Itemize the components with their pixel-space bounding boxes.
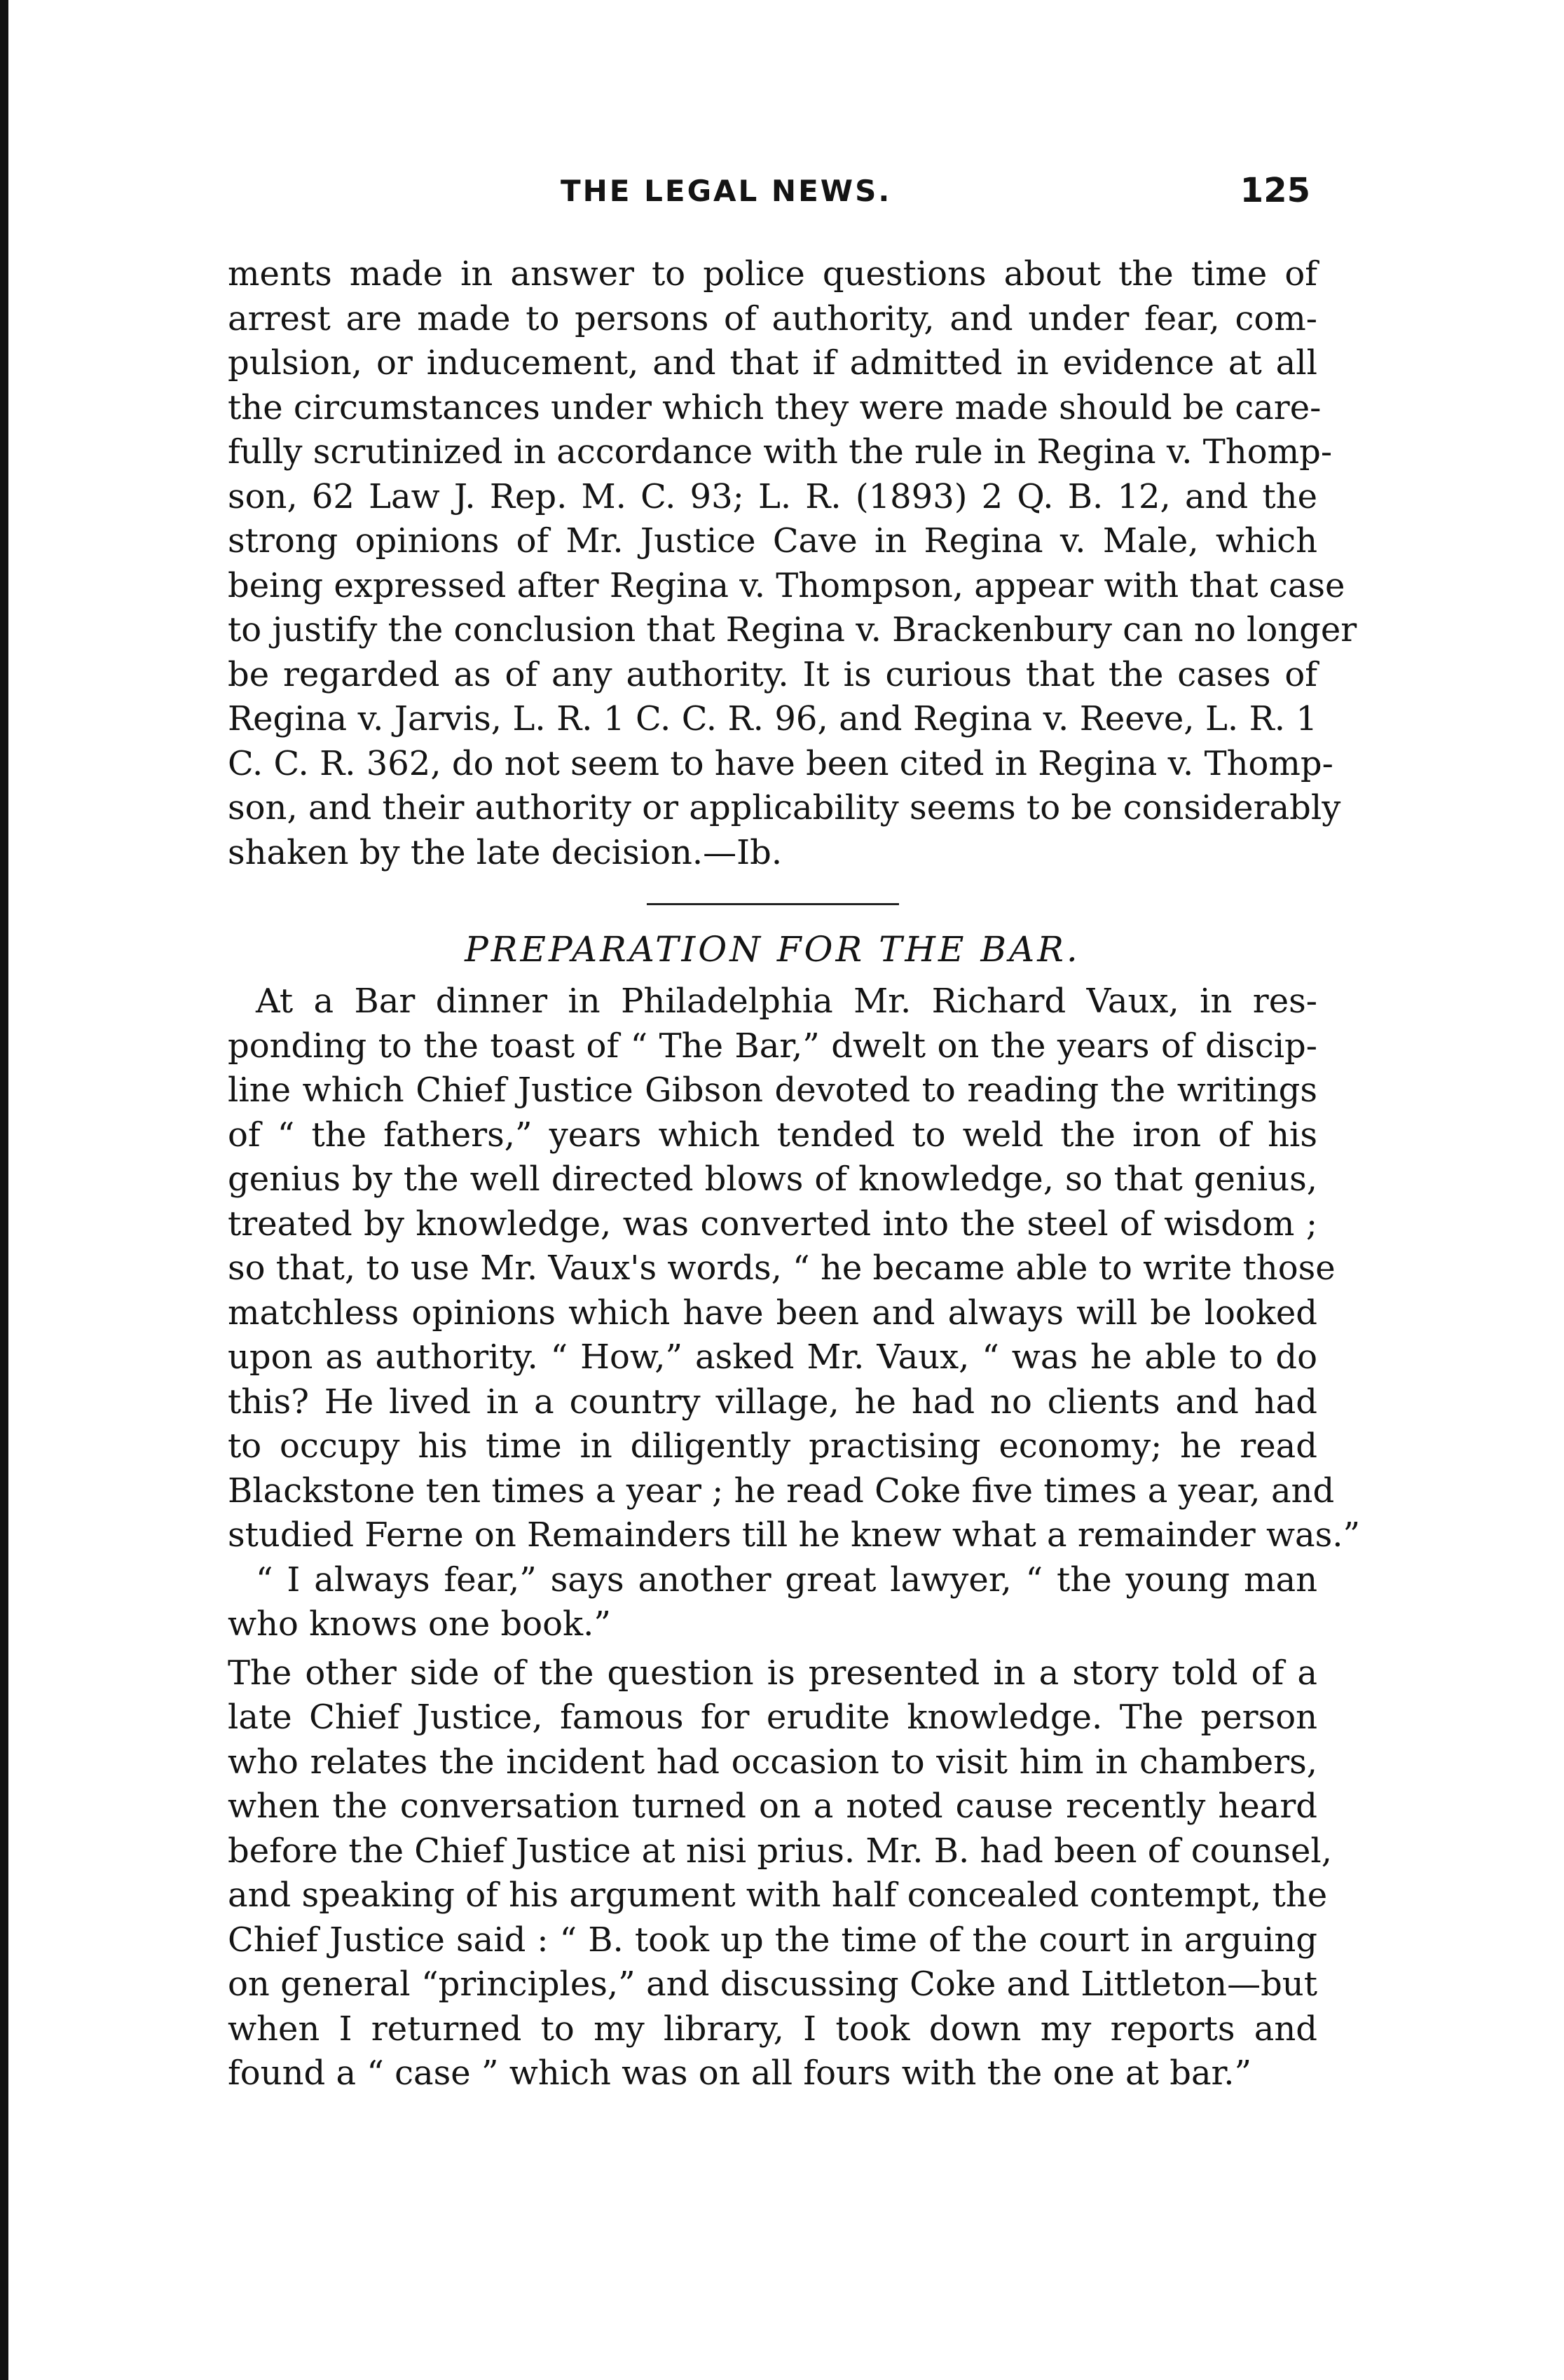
text-line: treated by knowledge, was converted into the steel of wisdom ; xyxy=(228,1204,1317,1244)
text-line: upon as authority. “ How,” asked Mr. Vaux, “ was he able to do xyxy=(228,1337,1317,1377)
text-line: and speaking of his argument with half concealed contempt, the xyxy=(228,1876,1328,1915)
text-line: Regina v. Jarvis, L. R. 1 C. C. R. 96, and Regina v. Reeve, L. R. 1 xyxy=(228,699,1317,738)
text-line: be regarded as of any authority. It is curious that the cases of xyxy=(228,654,1317,694)
page-edge-border xyxy=(0,0,8,2380)
text-line: ments made in answer to police questions about the time of xyxy=(228,254,1317,294)
text-line: arrest are made to persons of authority, and under fear, com- xyxy=(228,298,1317,338)
text-line: who knows one book.” xyxy=(228,1604,611,1644)
text-line: late Chief Justice, famous for erudite knowledge. The person xyxy=(228,1698,1317,1737)
text-line: being expressed after Regina v. Thompson, appear with that case xyxy=(228,565,1345,605)
text-column xyxy=(228,252,1361,2096)
text-line: genius by the well directed blows of knowledge, so that genius, xyxy=(228,1160,1317,1199)
section-title: PREPARATION FOR THE BAR. xyxy=(465,929,1081,970)
text-line: before the Chief Justice at nisi prius. Mr. B. had been of counsel, xyxy=(228,1831,1332,1871)
text-line: ponding to the toast of “ The Bar,” dwelt on the years of discip- xyxy=(228,1026,1317,1066)
text-line: shaken by the late decision.—Ib. xyxy=(228,832,783,872)
text-line: C. C. R. 362, do not seem to have been cited in Regina v. Thomp- xyxy=(228,743,1333,783)
text-line: line which Chief Justice Gibson devoted to reading the writings xyxy=(228,1071,1317,1110)
text-line: Chief Justice said : “ B. took up the time of the court in arguing xyxy=(228,1920,1317,1960)
section-divider xyxy=(647,903,899,905)
text-line: to justify the conclusion that Regina v. Brackenbury can no longer xyxy=(228,610,1357,649)
page-header xyxy=(238,171,1310,223)
text-line: Blackstone ten times a year ; he read Coke five times a year, and xyxy=(228,1471,1335,1511)
text-line: to occupy his time in diligently practising economy; he read xyxy=(228,1426,1317,1466)
text-line: found a “ case ” which was on all fours with the one at bar.” xyxy=(228,2054,1252,2093)
text-line: who relates the incident had occasion to visit him in chambers, xyxy=(228,1742,1317,1782)
text-line: The other side of the question is presented in a story told of a xyxy=(228,1653,1317,1693)
text-line: when the conversation turned on a noted cause recently heard xyxy=(228,1787,1317,1826)
running-head: THE LEGAL NEWS. xyxy=(561,174,892,208)
text-line: son, and their authority or applicability seems to be considerably xyxy=(228,788,1341,827)
text-line: studied Ferne on Remainders till he knew what a remainder was.” xyxy=(228,1515,1361,1555)
text-line: “ I always fear,” says another great lawyer, “ the young man xyxy=(256,1560,1317,1600)
text-line: when I returned to my library, I took down my reports and xyxy=(228,2009,1317,2049)
text-line: of “ the fathers,” years which tended to weld the iron of his xyxy=(228,1115,1317,1155)
paragraph-lawyer-quote xyxy=(228,1558,1317,1647)
paragraph-vaux xyxy=(228,979,1361,1558)
paragraph-chief-justice xyxy=(228,1651,1332,2096)
page-number: 125 xyxy=(1240,171,1310,210)
text-line: At a Bar dinner in Philadelphia Mr. Richard Vaux, in res- xyxy=(256,982,1317,1021)
text-line: matchless opinions which have been and always will be looked xyxy=(228,1293,1317,1333)
text-line: pulsion, or inducement, and that if admitted in evidence at all xyxy=(228,343,1317,383)
text-line: son, 62 Law J. Rep. M. C. 93; L. R. (1893) 2 Q. B. 12, and the xyxy=(228,476,1317,516)
text-line: fully scrutinized in accordance with the rule in Regina v. Thomp- xyxy=(228,432,1333,472)
paragraph-continued xyxy=(228,252,1357,875)
text-line: so that, to use Mr. Vaux's words, “ he became able to write those xyxy=(228,1249,1336,1288)
text-line: this? He lived in a country village, he had no clients and had xyxy=(228,1382,1317,1422)
text-line: on general “principles,” and discussing Coke and Littleton—but xyxy=(228,1965,1317,2004)
text-line: the circumstances under which they were made should be care- xyxy=(228,387,1322,427)
text-line: strong opinions of Mr. Justice Cave in Regina v. Male, which xyxy=(228,521,1317,560)
